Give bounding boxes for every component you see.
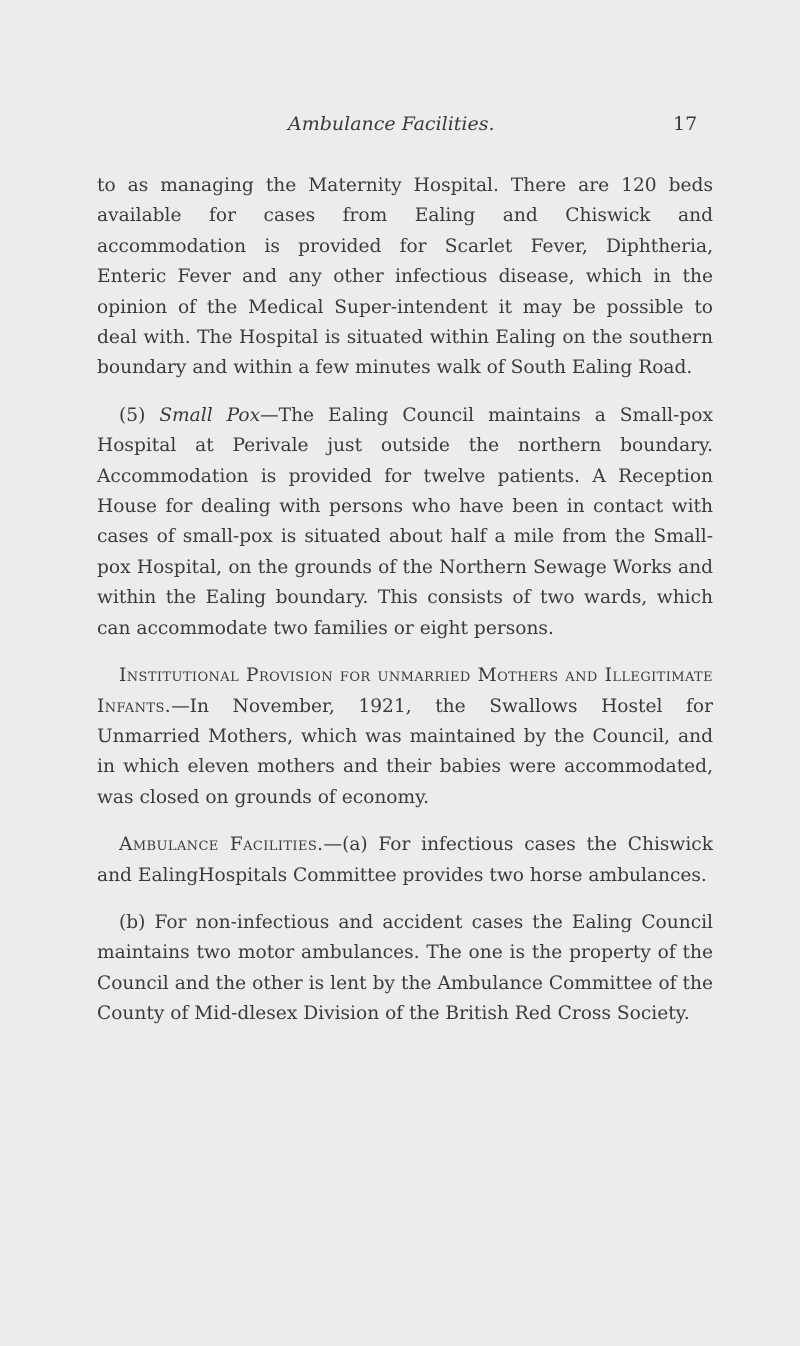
running-title: Ambulance Facilities. — [288, 113, 495, 135]
paragraph-maternity-hospital — [97, 171, 713, 384]
paragraph-text: to as managing the Maternity Hospital. There are 120 beds available for cases from Ealing and Chiswick and accommodation is provided for Scarlet Fever, Diphtheria, Enteric Fever and any other infectious disease, which in the opinion of the Medical Super-intendent it may be possible to deal with. The Hospital is situated within Ealing on the southern boundary and within a few minutes walk of South Ealing Road. — [97, 175, 713, 379]
paragraph-ambulance-facilities — [97, 830, 713, 891]
paragraph-institutional-provision — [97, 661, 713, 813]
paragraph-italic-heading: Small Pox — [159, 404, 261, 426]
paragraph-small-pox — [97, 401, 713, 644]
page-number: 17 — [673, 113, 698, 135]
body-text — [97, 171, 713, 1047]
paragraph-text: (b) For non-infectious and accident cases the Ealing Council maintains two motor ambulances. The one is the property of the Council and the other is lent by the Ambulance Committee of the County of Mid-dlesex Division of the British Red Cross Society. — [97, 911, 713, 1025]
section-heading: Ambulance Facilities. — [119, 834, 324, 856]
paragraph-prefix: (5) — [119, 404, 160, 426]
paragraph-text: —In November, 1921, the Swallows Hostel for Unmarried Mothers, which was maintained by the Council, and in which eleven mothers and their babies were accommodated, was closed on grounds of economy. — [97, 695, 713, 808]
paragraph-motor-ambulances — [97, 908, 713, 1030]
paragraph-text: —(a) For infectious cases the Chiswick and EalingHospitals Committee provides two horse ambulances. — [97, 834, 713, 886]
paragraph-text: —The Ealing Council maintains a Small-pox Hospital at Perivale just outside the northern boundary. Accommodation is provided for twelve patients. A Reception House for dealing with persons who have been in contact with cases of small-pox is situated about half a mile from the Small-pox Hospital, on the grounds of the Northern Sewage Works and within the Ealing boundary. This consists of two wards, which can accommodate two families or eight persons. — [97, 404, 713, 639]
page-header — [0, 113, 800, 143]
section-heading: Institutional Provision for unmarried Mothers and Illegitimate Infants. — [97, 665, 713, 717]
